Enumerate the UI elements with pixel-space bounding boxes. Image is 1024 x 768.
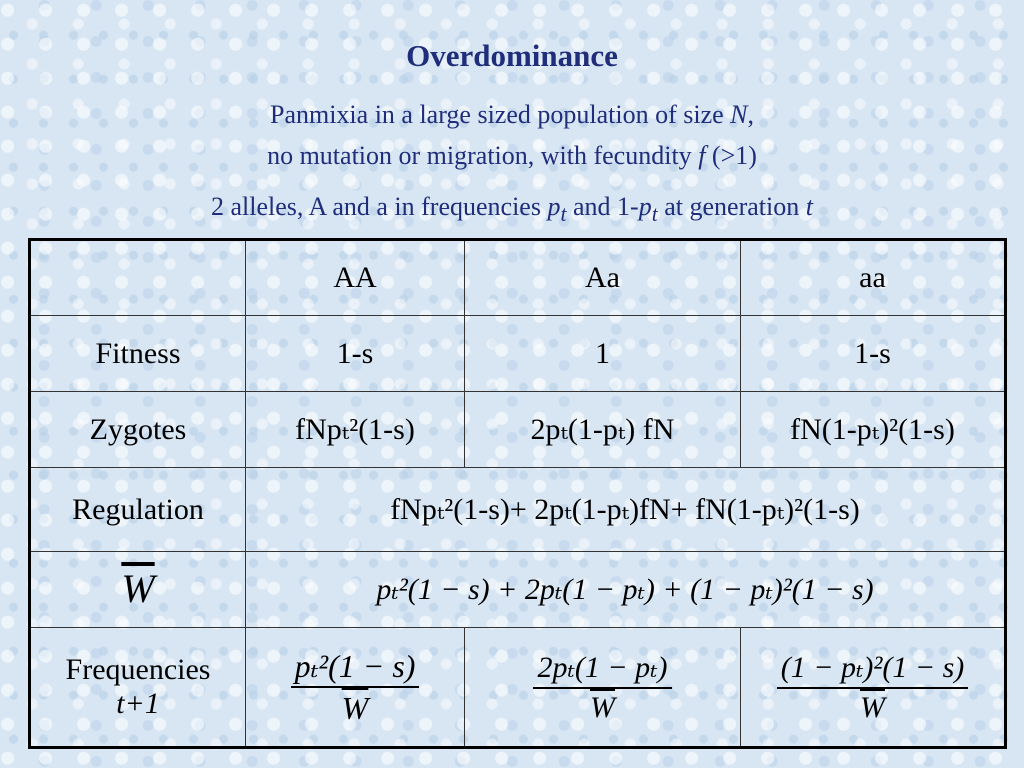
- freq-Aa-fraction: [533, 653, 671, 723]
- wbar-formula: pₜ²(1 − s) + 2pₜ(1 − pₜ) + (1 − pₜ)²(1 − s): [246, 552, 1006, 628]
- zygotes-Aa: 2pₜ(1-pₜ) fN: [465, 392, 741, 468]
- subtitle-line-1: Panmixia in a large sized population of size N,: [269, 100, 755, 129]
- freq-aa-numerator: (1 − pₜ)²(1 − s): [777, 653, 969, 689]
- header-aa: aa: [741, 240, 1006, 316]
- freq-AA-numerator: pₜ²(1 − s): [291, 650, 420, 688]
- regulation-label: Regulation: [30, 468, 246, 552]
- header-Aa: Aa: [465, 240, 741, 316]
- fitness-AA: 1-s: [246, 316, 465, 392]
- subtitle-line-2: no mutation or migration, with fecundity f (>1): [267, 141, 757, 170]
- fitness-label: Fitness: [30, 316, 246, 392]
- freq-Aa-denominator: W: [590, 691, 615, 724]
- subtitle-line-3: 2 alleles, A and a in frequencies $p_t$ and $1-p_t$ at generation t: [211, 192, 813, 227]
- zygotes-aa: fN(1-pₜ)²(1-s): [741, 392, 1006, 468]
- frequencies-label: Frequencies: [65, 653, 211, 686]
- table-row-wbar: [30, 552, 1006, 628]
- wbar-label: $\overline{W}$: [121, 566, 155, 611]
- regulation-formula: fNpₜ²(1-s)+ 2pₜ(1-pₜ)fN+ fN(1-pₜ)²(1-s): [246, 468, 1006, 552]
- freq-Aa-numerator: 2pₜ(1 − pₜ): [533, 653, 671, 689]
- freq-AA-fraction: [291, 650, 420, 724]
- zygotes-label: Zygotes: [30, 392, 246, 468]
- zygotes-AA: fNpₜ²(1-s): [246, 392, 465, 468]
- table-row-zygotes: [30, 392, 1006, 468]
- genotype-table: [28, 238, 1007, 749]
- fitness-aa: 1-s: [741, 316, 1006, 392]
- frequencies-generation: t+1: [116, 687, 160, 720]
- table-row-regulation: [30, 468, 1006, 552]
- freq-aa-denominator: W: [859, 691, 885, 724]
- fitness-Aa: 1: [465, 316, 741, 392]
- header-AA: AA: [246, 240, 465, 316]
- freq-AA-denominator: W: [341, 690, 369, 726]
- table-row-fitness: [30, 316, 1006, 392]
- corner-cell: [30, 240, 246, 316]
- table-row-frequencies: [30, 628, 1006, 748]
- slide-title: Overdominance: [406, 38, 618, 73]
- freq-aa-fraction: [777, 653, 969, 723]
- table-row-header: [30, 240, 1006, 316]
